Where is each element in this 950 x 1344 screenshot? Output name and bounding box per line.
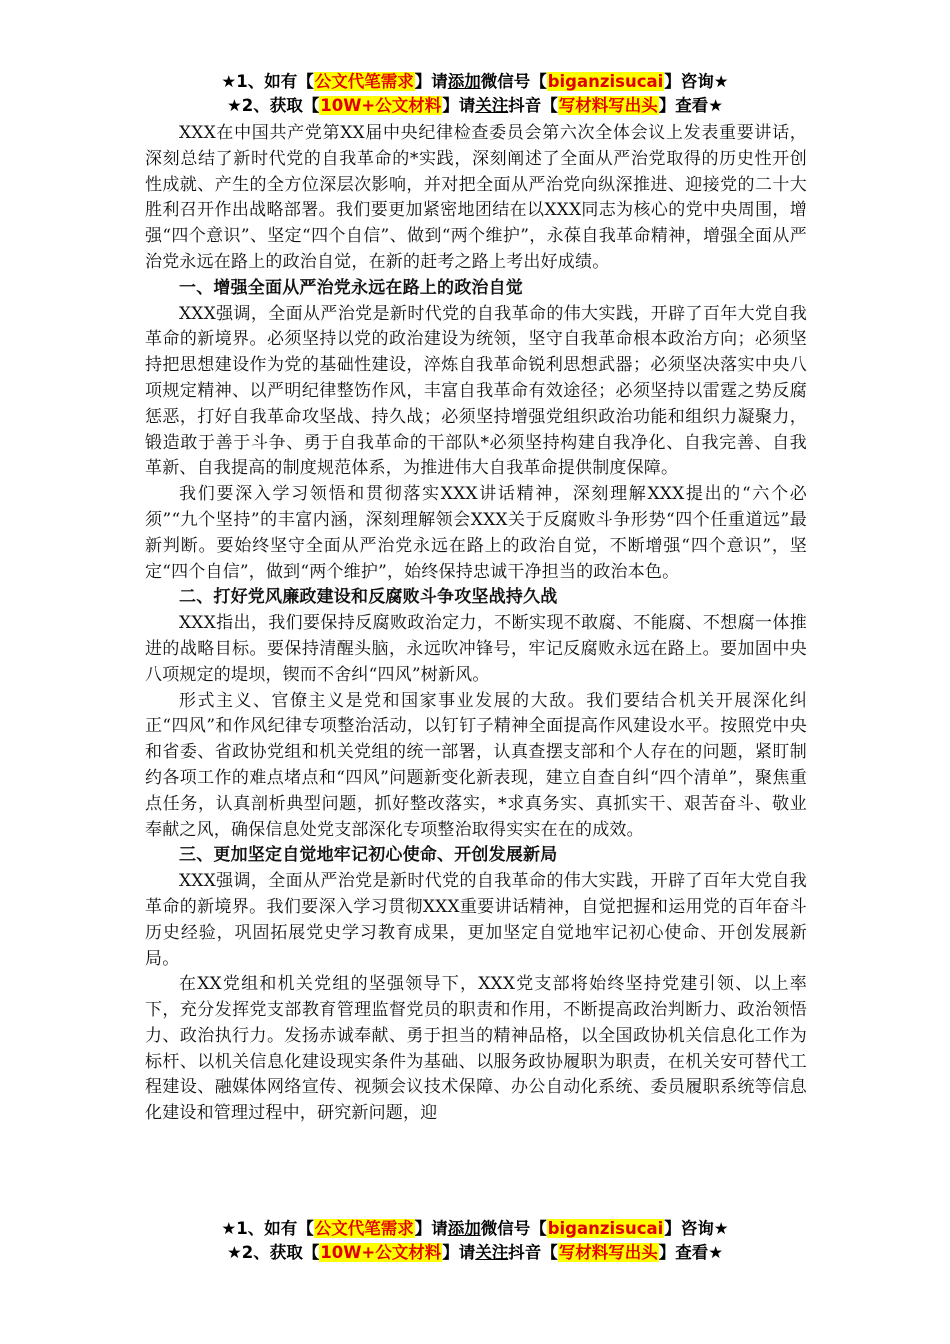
paragraph: XXX强调，全面从严治党是新时代党的自我革命的伟大实践，开辟了百年大党自我革命的新境界。必须坚持以党的政治建设为统领，坚守自我革命根本政治方向；必须坚持把思想建设作为党的基础性建设，淬炼自我革命锐利思想武器；必须坚决落实中央八项规定精神、以严明纪律整饬作风，丰富自我革命有效途径；必须坚持以雷霆之势反腐惩恶，打好自我革命攻坚战、持久战；必须坚持增强党组织政治功能和组织力凝聚力，锻造敢于善于斗争、勇于自我革命的干部队*必须坚持构建自我净化、自我完善、自我革新、自我提高的制度规范体系，为推进伟大自我革命提供制度保障。 xyxy=(145,303,807,479)
banner-text: 】咨询★ xyxy=(664,72,729,91)
intro-paragraph: XXX在中国共产党第XX届中央纪律检查委员会第六次全体会议上发表重要讲话，深刻总结了新时代党的自我革命的*实践，深刻阐述了全面从严治党取得的历史性开创性成就、产生的全方位深层次影响，并对把全面从严治党向纵深推进、迎接党的二十大胜利召开作出战略部署。我们要更加紧密地团结在以XXX同志为核心的党中央周围，增强“四个意识”、坚定“四个自信”、做到“两个维护”，永葆自我革命精神，增强全面从严治党永远在路上的政治自觉，在新的赶考之路上考出好成绩。 xyxy=(145,123,807,272)
paragraph: XXX强调，全面从严治党是新时代党的自我革命的伟大实践，开辟了百年大党自我革命的新境界。我们要深入学习贯彻XXX重要讲话精神，自觉把握和运用党的百年奋斗历史经验，巩固拓展党史学习教育成果，更加坚定自觉地牢记初心使命、开创发展新局。 xyxy=(145,871,807,969)
banner-text: 】请 xyxy=(414,72,448,91)
banner-text: ★2、获取【 xyxy=(226,96,320,115)
banner-highlight: 10W+公文材料 xyxy=(320,1243,442,1262)
banner-highlight: biganzisucai xyxy=(547,1219,664,1238)
banner-emphasis: 添加 xyxy=(447,1219,481,1238)
bottom-banner-line-2 xyxy=(0,1241,950,1265)
paragraph: 在XX党组和机关党组的坚强领导下，XXX党支部将始终坚持党建引领、以上率下，充分发挥党支部教育管理监督党员的职责和作用，不断提高政治判断力、政治领悟力、政治执行力。发扬赤诚奉献、勇于担当的精神品格，以全国政协机关信息化工作为标杆、以机关信息化建设现实条件为基础、以服务政协履职为职责，在机关安可替代工程建设、融媒体网络宣传、视频会议技术保障、办公自动化系统、委员履职系统等信息化建设和管理过程中，研究新问题，迎 xyxy=(145,974,807,1124)
top-banner-line-1 xyxy=(0,70,950,94)
banner-text: 微信号【 xyxy=(480,1219,547,1238)
banner-text: 】咨询★ xyxy=(664,1219,729,1238)
document-body xyxy=(145,121,807,1127)
banner-text: 】查看★ xyxy=(658,1243,724,1262)
banner-text: 】请 xyxy=(442,96,476,115)
paragraph: 形式主义、官僚主义是党和国家事业发展的大敌。我们要结合机关开展深化纠正“四风”和作风纪律专项整治活动，以钉钉子精神全面提高作风建设水平。按照党中央和省委、省政协党组和机关党组的统一部署，认真查摆支部和个人存在的问题，紧盯制约各项工作的难点堵点和“四风”问题新变化新表现，建立自查自纠“四个清单”，聚焦重点任务，认真剖析典型问题，抓好整改落实，*求真务实、真抓实干、艰苦奋斗、敬业奉献之风，确保信息处党支部深化专项整治取得实实在在的成效。 xyxy=(145,690,807,840)
banner-text: 】查看★ xyxy=(658,96,724,115)
banner-emphasis: 关注 xyxy=(475,1243,509,1262)
paragraph: 我们要深入学习领悟和贯彻落实XXX讲话精神，深刻理解XXX提出的“六个必须”“九个坚持”的丰富内涵，深刻理解领会XXX关于反腐败斗争形势“四个任重道远”最新判断。要始终坚守全面从严治党永远在路上的政治自觉，不断增强“四个意识”，坚定“四个自信”，做到“两个维护”，始终保持忠诚干净担当的政治本色。 xyxy=(145,484,807,582)
paragraph: XXX指出，我们要保持反腐败政治定力，不断实现不敢腐、不能腐、不想腐一体推进的战略目标。要保持清醒头脑，永远吹冲锋号，牢记反腐败永远在路上。要加固中央八项规定的堤坝，锲而不舍纠“四风”树新风。 xyxy=(145,613,807,685)
banner-highlight: 写材料写出头 xyxy=(558,96,658,115)
bottom-banner-line-1 xyxy=(0,1217,950,1241)
banner-text: 】请 xyxy=(414,1219,448,1238)
banner-highlight: 公文代笔需求 xyxy=(314,1219,414,1238)
banner-text: 抖音【 xyxy=(508,96,558,115)
banner-text: ★2、获取【 xyxy=(226,1243,320,1262)
banner-text: 抖音【 xyxy=(508,1243,558,1262)
section-heading-1: 一、增强全面从严治党永远在路上的政治自觉 xyxy=(179,277,523,298)
banner-highlight: 公文代笔需求 xyxy=(314,72,414,91)
banner-emphasis: 添加 xyxy=(447,72,481,91)
top-banner-line-2 xyxy=(0,94,950,118)
section-heading-2: 二、打好党风廉政建设和反腐败斗争攻坚战持久战 xyxy=(179,587,558,608)
banner-highlight: 10W+公文材料 xyxy=(320,96,442,115)
banner-text: ★1、如有【 xyxy=(221,72,314,91)
banner-emphasis: 关注 xyxy=(475,96,509,115)
banner-text: 】请 xyxy=(442,1243,476,1262)
banner-text: ★1、如有【 xyxy=(221,1219,314,1238)
banner-highlight: 写材料写出头 xyxy=(558,1243,658,1262)
banner-highlight: biganzisucai xyxy=(547,72,664,91)
banner-text: 微信号【 xyxy=(480,72,547,91)
section-heading-3: 三、更加坚定自觉地牢记初心使命、开创发展新局 xyxy=(179,845,558,866)
